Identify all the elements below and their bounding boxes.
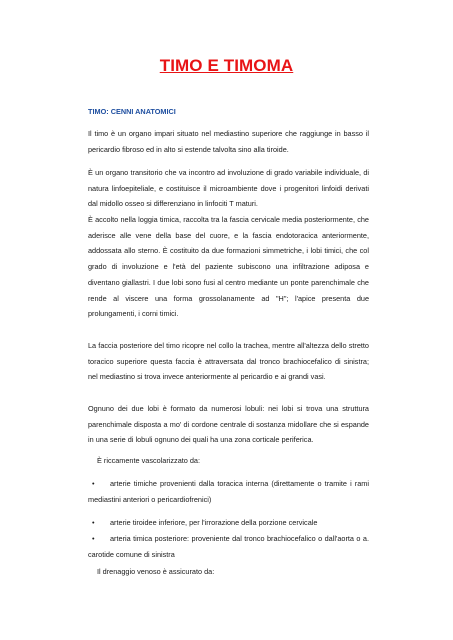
vascular-intro: È riccamente vascolarizzato da: [97, 456, 201, 465]
bullet-icon: • [92, 479, 95, 488]
paragraph-1: Il timo è un organo impari situato nel mediastino superiore che raggiunge in basso il pericardio fibroso ed in alto si estende talvolta sino alla tiroide. [88, 129, 369, 154]
paragraph-4: La faccia posteriore del timo ricopre nel collo la trachea, mentre all'altezza dello stretto toracico superiore questa faccia è attraversata dal tronco brachiocefalico di sinistra; nel mediastino si trova invece anteriormente al pericardio e ai grandi vasi. [88, 341, 369, 382]
list-item-text: arterie tiroidee inferiore, per l'irrorazione della porzione cervicale [110, 518, 318, 527]
bullet-icon: • [92, 534, 95, 543]
list-item [88, 515, 369, 531]
paragraph-2: È un organo transitorio che va incontro ad involuzione di grado variabile individuale, di natura linfoepiteliale, e costituisce il microambiente dove i progenitori linfoidi derivati dal midollo osseo si differenziano in linfociti T maturi. [88, 168, 369, 209]
list-item-text: arterie timiche provenienti dalla toracica interna (direttamente o tramite i rami mediastini anteriori o pericardiofrenici) [88, 479, 369, 504]
venous-intro: Il drenaggio venoso è assicurato da: [97, 567, 215, 576]
section-heading: TIMO: CENNI ANATOMICI [88, 107, 176, 116]
paragraph-5: Ognuno dei due lobi è formato da numerosi lobuli: nei lobi si trova una struttura parenchimale disposta a mo' di cordone centrale di sostanza midollare che si espande in una serie di lobuli ognuno dei quali ha una zona corticale periferica. [88, 404, 369, 445]
paragraph-3: È accolto nella loggia timica, raccolta tra la fascia cervicale media posteriormente, che aderisce alle vene della base del cuore, e la fascia endotoracica anteriormente, addossata allo sterno. È costituito da due formazioni simmetriche, i lobi timici, che col grado di involuzione e l'età del paziente subiscono una infiltrazione adiposa e diventano giallastri. I due lobi sono fusi al centro mediante un ponte parenchimale che rende al viscere una forma grossolanamente ad "H"; l'apice presenta due prolungamenti, i corni timici. [88, 215, 369, 319]
list-item [88, 531, 369, 562]
list-item-text: arteria timica posteriore: proveniente dal tronco brachiocefalico o dall'aorta o a. carotide comune di sinistra [88, 534, 369, 559]
bullet-icon: • [92, 518, 95, 527]
document-title: TIMO E TIMOMA [159, 56, 294, 75]
list-item [88, 476, 369, 507]
